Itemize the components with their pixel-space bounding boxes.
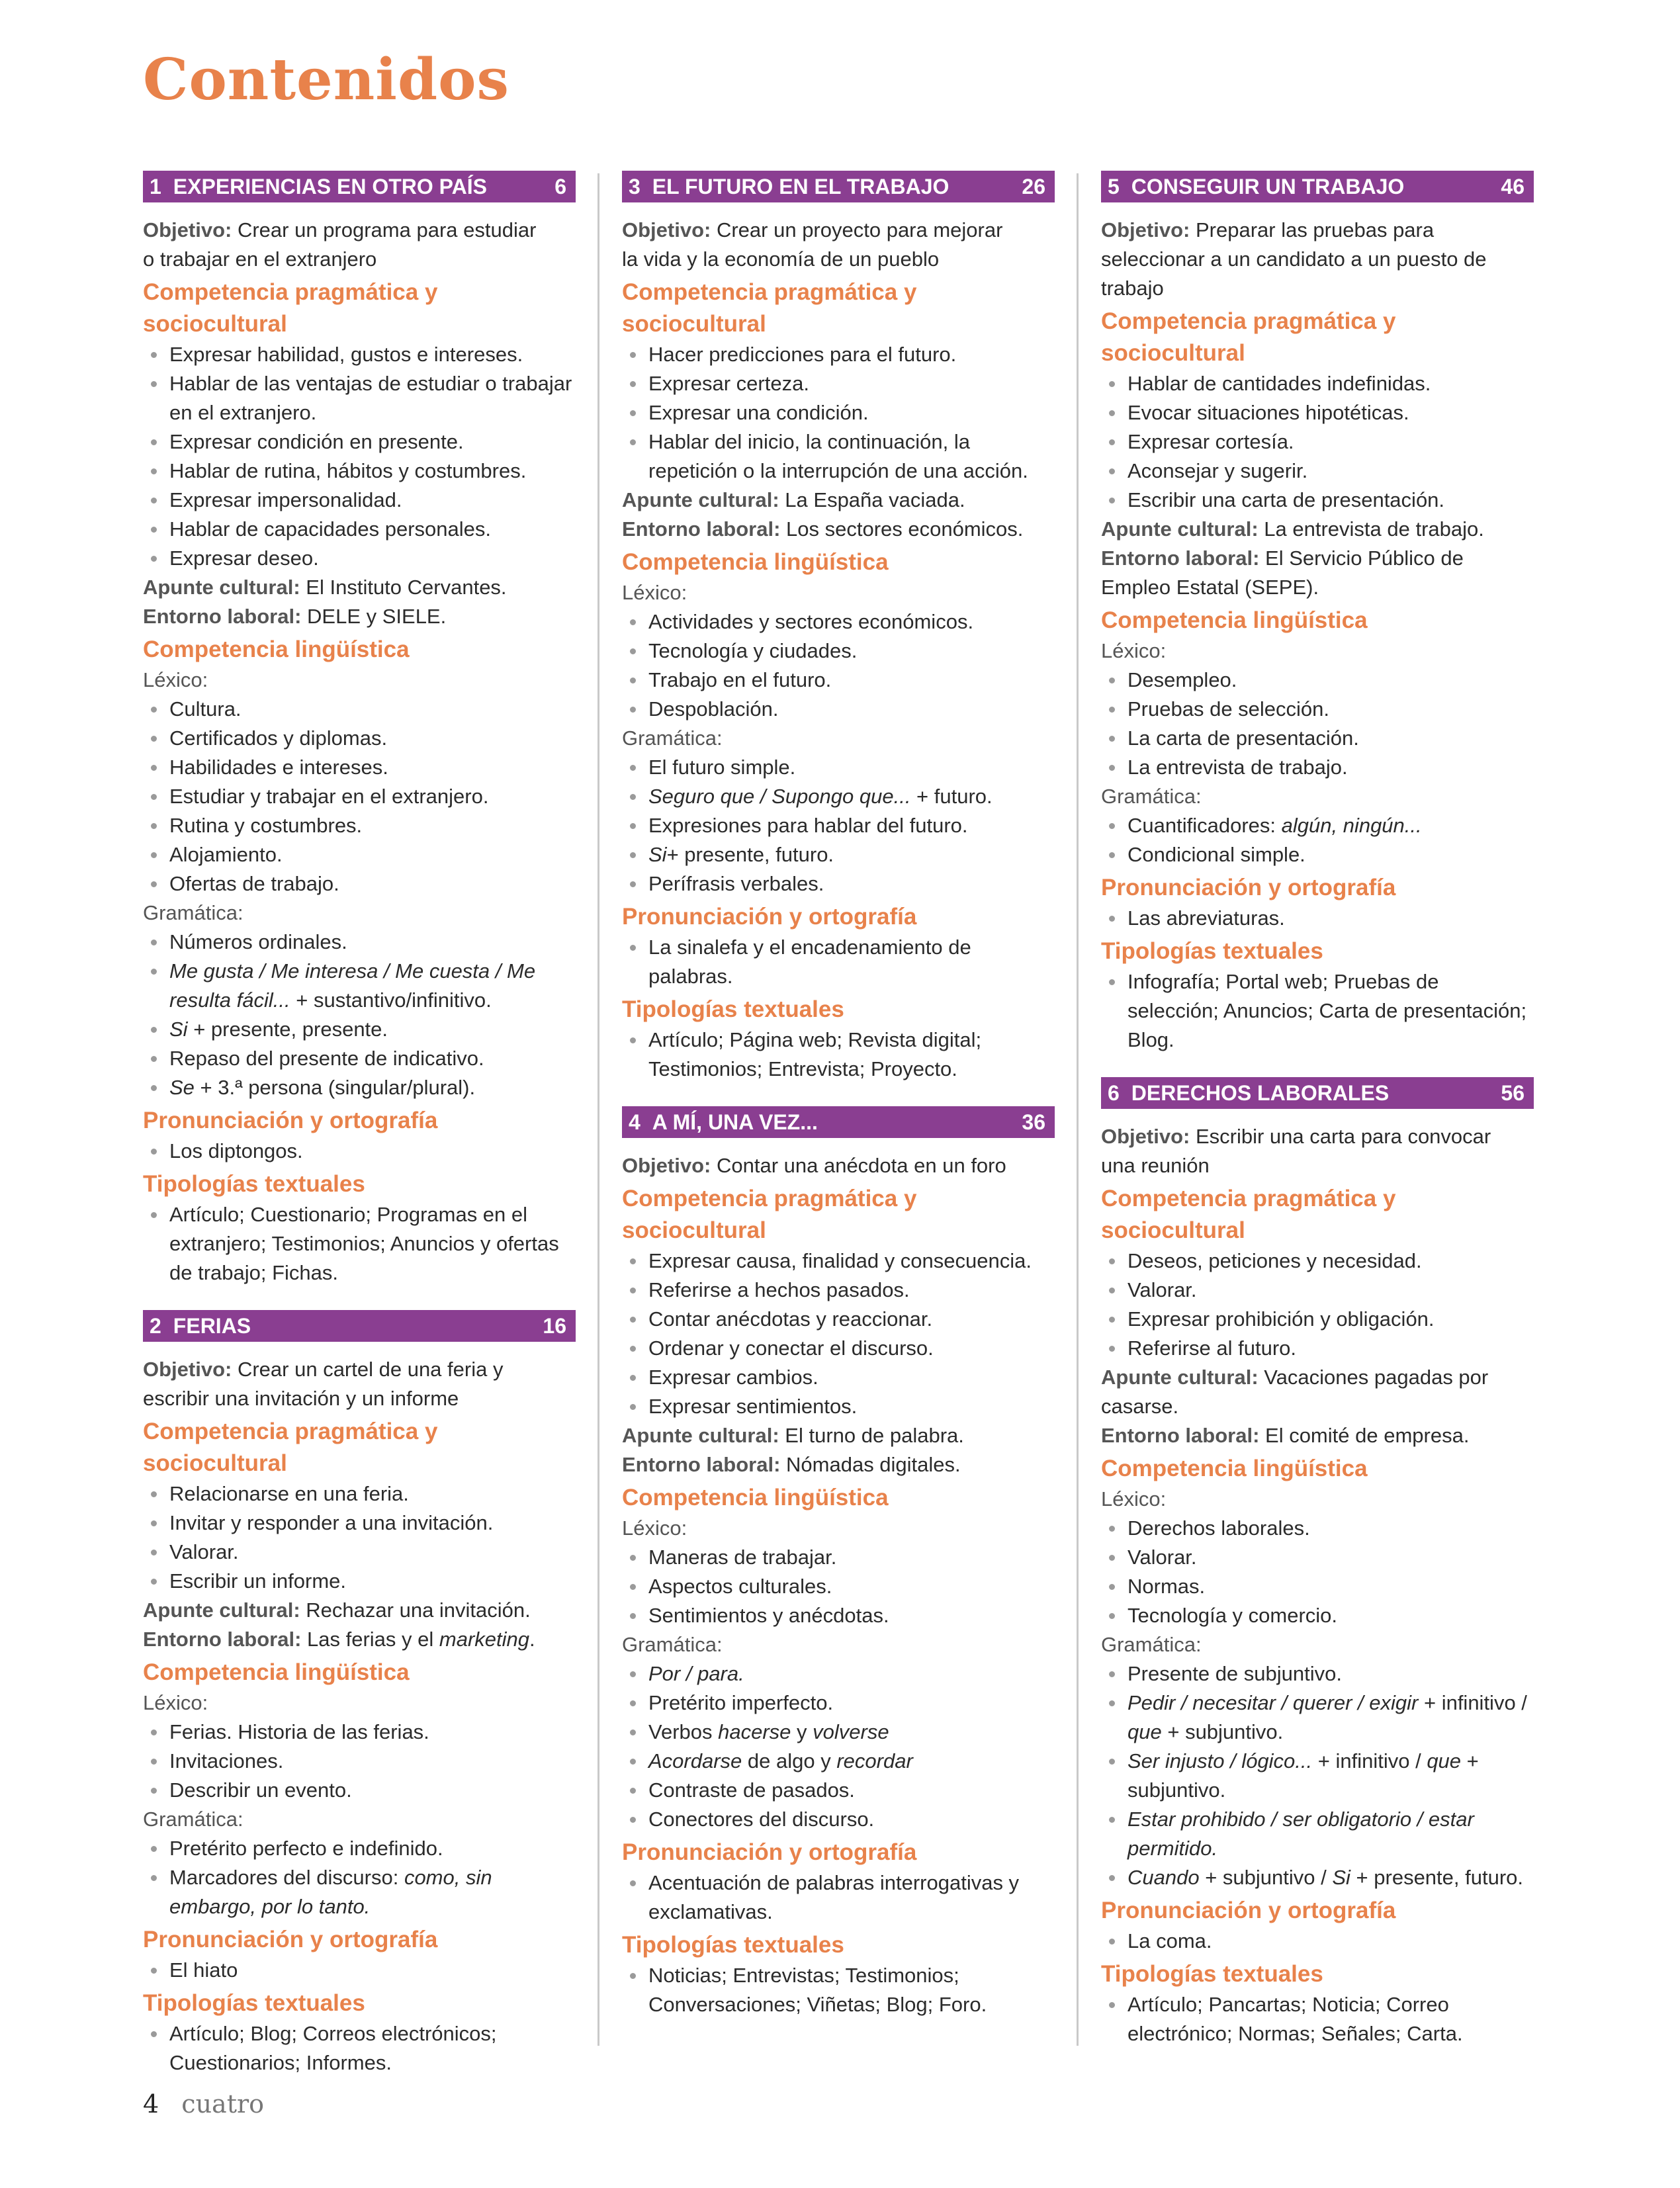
gramatica-item: Contraste de pasados. [622, 1776, 1055, 1805]
objetivo-text: Crear un proyecto para mejorar [716, 218, 1003, 241]
pronunciacion-title: Pronunciación y ortografía [143, 1927, 438, 1952]
pragmatica-item: Referirse a hechos pasados. [622, 1276, 1055, 1305]
apunte-cultural-value: Vacaciones pagadas por casarse. [1101, 1366, 1489, 1418]
unit-1 [143, 171, 576, 1288]
tipologias-title: Tipologías textuales [1101, 1961, 1323, 1987]
gramatica-list [143, 928, 576, 1102]
apunte-cultural-value: Rechazar una invitación. [306, 1598, 531, 1622]
pragmatica-title: Competencia pragmática y sociocultural [622, 279, 917, 337]
objetivo-line [143, 216, 576, 245]
unit-page: 16 [543, 1313, 566, 1338]
tipologias-item: Artículo; Página web; Revista digital; Testimonios; Entrevista; Proyecto. [622, 1026, 1055, 1084]
entorno-laboral [1101, 1421, 1534, 1450]
unit-number: 1 [150, 174, 161, 198]
tipologias-title: Tipologías textuales [1101, 938, 1323, 964]
objetivo-line [622, 1151, 1055, 1180]
apunte-cultural [1101, 1363, 1534, 1421]
entorno-laboral-label: Entorno laboral: [143, 1628, 302, 1651]
objetivo-line [622, 216, 1055, 245]
apunte-cultural [1101, 515, 1534, 544]
apunte-cultural [622, 486, 1055, 515]
pragmatica-title: Competencia pragmática y sociocultural [622, 1186, 917, 1243]
gramatica-list [622, 1659, 1055, 1834]
entorno-laboral [622, 515, 1055, 544]
entorno-laboral-label: Entorno laboral: [622, 1453, 781, 1476]
page-title: Contenidos [143, 46, 509, 113]
lexico-item: Maneras de trabajar. [622, 1543, 1055, 1572]
gramatica-item: Se + 3.ª persona (singular/plural). [143, 1073, 576, 1102]
pragmatica-item: Hablar de rutina, hábitos y costumbres. [143, 457, 576, 486]
objetivo-label: Objetivo: [1101, 218, 1190, 241]
gramatica-item: Por / para. [622, 1659, 1055, 1688]
tipologias-list [622, 1961, 1055, 2019]
pragmatica-item: Expresar una condición. [622, 398, 1055, 427]
pragmatica-item: Expresar cortesía. [1101, 427, 1534, 457]
linguistica-title: Competencia lingüística [1101, 607, 1368, 633]
tipologias-title: Tipologías textuales [622, 996, 844, 1022]
lexico-item: Tecnología y ciudades. [622, 636, 1055, 666]
tipologias-title: Tipologías textuales [143, 1990, 365, 2016]
tipologias-item: Artículo; Pancartas; Noticia; Correo electrónico; Normas; Señales; Carta. [1101, 1990, 1534, 2048]
unit-number: 5 [1108, 174, 1120, 198]
objetivo-line [1101, 216, 1534, 245]
tipologias-item: Noticias; Entrevistas; Testimonios; Conversaciones; Viñetas; Blog; Foro. [622, 1961, 1055, 2019]
gramatica-item: Ser injusto / lógico... + infinitivo / que + subjuntivo. [1101, 1747, 1534, 1805]
gramatica-label: Gramática: [1101, 1633, 1202, 1656]
apunte-cultural-value: El Instituto Cervantes. [306, 576, 507, 599]
tipologias-list [143, 1200, 576, 1288]
unit-header[interactable] [622, 1106, 1055, 1138]
gramatica-item: Si+ presente, futuro. [622, 840, 1055, 869]
gramatica-list [1101, 1659, 1534, 1892]
apunte-cultural-value: La España vaciada. [785, 488, 965, 511]
pragmatica-list [1101, 1247, 1534, 1363]
apunte-cultural [622, 1421, 1055, 1450]
pronunciacion-item: Los diptongos. [143, 1137, 576, 1166]
pronunciacion-title: Pronunciación y ortografía [622, 1839, 917, 1865]
lexico-item: Despoblación. [622, 695, 1055, 724]
unit-title: A MÍ, UNA VEZ... [652, 1110, 818, 1134]
unit-title: FERIAS [173, 1313, 251, 1338]
objetivo-line [622, 245, 1055, 274]
gramatica-item: Cuantificadores: algún, ningún... [1101, 811, 1534, 840]
lexico-item: Valorar. [1101, 1543, 1534, 1572]
gramatica-item: Conectores del discurso. [622, 1805, 1055, 1834]
objetivo-line [1101, 245, 1534, 274]
lexico-item: Rutina y costumbres. [143, 811, 576, 840]
lexico-list [1101, 666, 1534, 782]
pragmatica-item: Hacer predicciones para el futuro. [622, 340, 1055, 369]
pronunciacion-item: La coma. [1101, 1927, 1534, 1956]
gramatica-item: Marcadores del discurso: como, sin embargo, por lo tanto. [143, 1863, 576, 1921]
unit-4 [622, 1106, 1055, 2019]
entorno-laboral [143, 602, 576, 631]
tipologias-item: Artículo; Blog; Correos electrónicos; Cuestionarios; Informes. [143, 2019, 576, 2078]
gramatica-item: Seguro que / Supongo que... + futuro. [622, 782, 1055, 811]
gramatica-item: El futuro simple. [622, 753, 1055, 782]
pronunciacion-item: Acentuación de palabras interrogativas y exclamativas. [622, 1868, 1055, 1927]
tipologias-list [1101, 967, 1534, 1055]
entorno-laboral-label: Entorno laboral: [622, 517, 781, 541]
objetivo-text: trabajo [1101, 277, 1164, 300]
lexico-item: Describir un evento. [143, 1776, 576, 1805]
linguistica-title: Competencia lingüística [1101, 1456, 1368, 1481]
unit-header[interactable] [143, 1310, 576, 1342]
pragmatica-title: Competencia pragmática y sociocultural [143, 1419, 438, 1476]
pragmatica-item: Invitar y responder a una invitación. [143, 1509, 576, 1538]
objetivo-line [1101, 1151, 1534, 1180]
linguistica-title: Competencia lingüística [622, 549, 889, 575]
lexico-item: Invitaciones. [143, 1747, 576, 1776]
lexico-item: Sentimientos y anécdotas. [622, 1601, 1055, 1630]
gramatica-label: Gramática: [622, 726, 723, 750]
unit-number: 2 [150, 1313, 161, 1338]
lexico-item: Pruebas de selección. [1101, 695, 1534, 724]
objetivo-text: Preparar las pruebas para [1195, 218, 1435, 241]
pronunciacion-title: Pronunciación y ortografía [622, 904, 917, 930]
apunte-cultural-value: El turno de palabra. [785, 1424, 964, 1447]
entorno-laboral-value: DELE y SIELE. [307, 605, 447, 628]
gramatica-item: Cuando + subjuntivo / Si + presente, futuro. [1101, 1863, 1534, 1892]
gramatica-item: Repaso del presente de indicativo. [143, 1044, 576, 1073]
pragmatica-item: Expresar prohibición y obligación. [1101, 1305, 1534, 1334]
gramatica-item: Me gusta / Me interesa / Me cuesta / Me resulta fácil... + sustantivo/infinitivo. [143, 957, 576, 1015]
lexico-item: Desempleo. [1101, 666, 1534, 695]
gramatica-item: Perífrasis verbales. [622, 869, 1055, 898]
unit-heading [150, 175, 487, 199]
entorno-laboral [143, 1625, 576, 1654]
objetivo-text: una reunión [1101, 1154, 1210, 1177]
pragmatica-title: Competencia pragmática y sociocultural [1101, 308, 1396, 366]
objetivo-label: Objetivo: [143, 1358, 232, 1381]
pragmatica-item: Hablar de cantidades indefinidas. [1101, 369, 1534, 398]
page-number: 4 [143, 2089, 159, 2119]
entorno-laboral-value: Las ferias y el marketing. [307, 1628, 535, 1651]
pragmatica-item: Aconsejar y sugerir. [1101, 457, 1534, 486]
lexico-item: Normas. [1101, 1572, 1534, 1601]
gramatica-item: Expresiones para hablar del futuro. [622, 811, 1055, 840]
unit-5 [1101, 171, 1534, 1055]
objetivo-line [1101, 1122, 1534, 1151]
lexico-list [622, 607, 1055, 724]
pragmatica-item: Hablar de las ventajas de estudiar o trabajar en el extranjero. [143, 369, 576, 427]
gramatica-item: Pretérito perfecto e indefinido. [143, 1834, 576, 1863]
pragmatica-item: Expresar certeza. [622, 369, 1055, 398]
apunte-cultural-label: Apunte cultural: [143, 576, 300, 599]
lexico-item: Actividades y sectores económicos. [622, 607, 1055, 636]
lexico-item: La carta de presentación. [1101, 724, 1534, 753]
unit-heading [629, 175, 949, 199]
tipologias-item: Artículo; Cuestionario; Programas en el extranjero; Testimonios; Anuncios y ofertas de trabajo; Fichas. [143, 1200, 576, 1288]
linguistica-title: Competencia lingüística [143, 1659, 410, 1685]
entorno-laboral-value: Los sectores económicos. [786, 517, 1024, 541]
gramatica-item: Pedir / necesitar / querer / exigir + infinitivo / que + subjuntivo. [1101, 1688, 1534, 1747]
pragmatica-list [143, 1479, 576, 1596]
unit-page: 36 [1022, 1110, 1045, 1134]
column-divider [1077, 173, 1079, 2046]
pronunciacion-list [143, 1137, 576, 1166]
pragmatica-item: Expresar sentimientos. [622, 1392, 1055, 1421]
lexico-label: Léxico: [1101, 1487, 1167, 1510]
tipologias-list [1101, 1990, 1534, 2048]
pragmatica-list [622, 1247, 1055, 1421]
unit-header[interactable] [143, 171, 576, 202]
apunte-cultural-label: Apunte cultural: [143, 1598, 300, 1622]
lexico-item: Ofertas de trabajo. [143, 869, 576, 898]
lexico-item: Certificados y diplomas. [143, 724, 576, 753]
pragmatica-item: Deseos, peticiones y necesidad. [1101, 1247, 1534, 1276]
unit-header[interactable] [622, 171, 1055, 202]
entorno-laboral-value: Nómadas digitales. [786, 1453, 961, 1476]
pragmatica-item: Expresar cambios. [622, 1363, 1055, 1392]
unit-page: 46 [1501, 174, 1525, 198]
objetivo-line [143, 1355, 576, 1384]
apunte-cultural [143, 1596, 576, 1625]
gramatica-label: Gramática: [143, 901, 243, 924]
page-footer [143, 2089, 264, 2119]
pragmatica-item: Relacionarse en una feria. [143, 1479, 576, 1509]
column-3 [1101, 171, 1534, 2071]
objetivo-text: Contar una anécdota en un foro [716, 1154, 1006, 1177]
lexico-label: Léxico: [622, 1516, 687, 1540]
pronunciacion-list [622, 933, 1055, 991]
objetivo-label: Objetivo: [1101, 1125, 1190, 1148]
pronunciacion-list [622, 1868, 1055, 1927]
entorno-laboral-value: El comité de empresa. [1265, 1424, 1470, 1447]
objetivo-text: escribir una invitación y un informe [143, 1387, 459, 1410]
unit-heading [150, 1314, 251, 1338]
pragmatica-title: Competencia pragmática y sociocultural [143, 279, 438, 337]
pragmatica-list [1101, 369, 1534, 515]
lexico-list [143, 1718, 576, 1805]
unit-page: 6 [554, 174, 566, 198]
unit-heading [629, 1110, 818, 1135]
pragmatica-item: Hablar de capacidades personales. [143, 515, 576, 544]
apunte-cultural [143, 573, 576, 602]
pragmatica-list [622, 340, 1055, 486]
gramatica-item: Pretérito imperfecto. [622, 1688, 1055, 1718]
column-2 [622, 171, 1055, 2042]
lexico-label: Léxico: [143, 668, 208, 691]
unit-number: 6 [1108, 1080, 1120, 1105]
unit-title: EL FUTURO EN EL TRABAJO [652, 174, 950, 198]
pragmatica-item: Expresar causa, finalidad y consecuencia. [622, 1247, 1055, 1276]
apunte-cultural-value: La entrevista de trabajo. [1264, 517, 1484, 541]
lexico-item: Tecnología y comercio. [1101, 1601, 1534, 1630]
page-number-word: cuatro [181, 2089, 265, 2119]
column-1 [143, 171, 576, 2100]
gramatica-item: Estar prohibido / ser obligatorio / estar permitido. [1101, 1805, 1534, 1863]
lexico-label: Léxico: [143, 1691, 208, 1714]
objetivo-text: seleccionar a un candidato a un puesto de [1101, 247, 1487, 271]
pragmatica-item: Hablar del inicio, la continuación, la repetición o la interrupción de una acción. [622, 427, 1055, 486]
apunte-cultural-label: Apunte cultural: [622, 1424, 779, 1447]
objetivo-text: Escribir una carta para convocar [1195, 1125, 1491, 1148]
pragmatica-item: Expresar impersonalidad. [143, 486, 576, 515]
pronunciacion-title: Pronunciación y ortografía [143, 1108, 438, 1133]
unit-2 [143, 1310, 576, 2078]
lexico-item: Cultura. [143, 695, 576, 724]
pragmatica-item: Valorar. [143, 1538, 576, 1567]
gramatica-label: Gramática: [1101, 785, 1202, 808]
pragmatica-item: Valorar. [1101, 1276, 1534, 1305]
unit-heading [1108, 175, 1404, 199]
pronunciacion-item: El hiato [143, 1956, 576, 1985]
lexico-label: Léxico: [622, 581, 687, 604]
objetivo-line [143, 245, 576, 274]
lexico-item: Derechos laborales. [1101, 1514, 1534, 1543]
apunte-cultural-label: Apunte cultural: [1101, 1366, 1259, 1389]
unit-title: CONSEGUIR UN TRABAJO [1131, 174, 1405, 198]
pronunciacion-list [1101, 904, 1534, 933]
objetivo-label: Objetivo: [143, 218, 232, 241]
pragmatica-item: Contar anécdotas y reaccionar. [622, 1305, 1055, 1334]
gramatica-item: Números ordinales. [143, 928, 576, 957]
gramatica-item: Condicional simple. [1101, 840, 1534, 869]
apunte-cultural-label: Apunte cultural: [622, 488, 779, 511]
objetivo-label: Objetivo: [622, 218, 711, 241]
lexico-item: Alojamiento. [143, 840, 576, 869]
unit-title: DERECHOS LABORALES [1131, 1080, 1390, 1105]
objetivo-line [143, 1384, 576, 1413]
pragmatica-item: Ordenar y conectar el discurso. [622, 1334, 1055, 1363]
entorno-laboral-label: Entorno laboral: [143, 605, 302, 628]
pronunciacion-item: La sinalefa y el encadenamiento de palabras. [622, 933, 1055, 991]
pragmatica-item: Referirse al futuro. [1101, 1334, 1534, 1363]
pronunciacion-title: Pronunciación y ortografía [1101, 875, 1396, 900]
entorno-laboral-label: Entorno laboral: [1101, 547, 1260, 570]
lexico-item: Aspectos culturales. [622, 1572, 1055, 1601]
tipologias-list [143, 2019, 576, 2078]
entorno-laboral-label: Entorno laboral: [1101, 1424, 1260, 1447]
pragmatica-item: Expresar deseo. [143, 544, 576, 573]
unit-number: 4 [629, 1110, 641, 1134]
lexico-item: La entrevista de trabajo. [1101, 753, 1534, 782]
unit-number: 3 [629, 174, 641, 198]
lexico-list [1101, 1514, 1534, 1630]
column-divider [597, 173, 599, 2046]
objetivo-label: Objetivo: [622, 1154, 711, 1177]
linguistica-title: Competencia lingüística [143, 636, 410, 662]
unit-title: EXPERIENCIAS EN OTRO PAÍS [173, 174, 487, 198]
pragmatica-item: Evocar situaciones hipotéticas. [1101, 398, 1534, 427]
linguistica-title: Competencia lingüística [622, 1485, 889, 1510]
unit-header[interactable] [1101, 171, 1534, 202]
gramatica-list [1101, 811, 1534, 869]
pragmatica-title: Competencia pragmática y sociocultural [1101, 1186, 1396, 1243]
lexico-item: Estudiar y trabajar en el extranjero. [143, 782, 576, 811]
lexico-list [622, 1543, 1055, 1630]
lexico-item: Habilidades e intereses. [143, 753, 576, 782]
tipologias-title: Tipologías textuales [622, 1932, 844, 1958]
gramatica-item: Acordarse de algo y recordar [622, 1747, 1055, 1776]
pronunciacion-list [1101, 1927, 1534, 1956]
gramatica-label: Gramática: [143, 1808, 243, 1831]
gramatica-list [143, 1834, 576, 1921]
apunte-cultural-label: Apunte cultural: [1101, 517, 1259, 541]
lexico-list [143, 695, 576, 898]
pronunciacion-item: Las abreviaturas. [1101, 904, 1534, 933]
lexico-label: Léxico: [1101, 639, 1167, 662]
gramatica-list [622, 753, 1055, 898]
pronunciacion-title: Pronunciación y ortografía [1101, 1898, 1396, 1923]
lexico-item: Ferias. Historia de las ferias. [143, 1718, 576, 1747]
gramatica-item: Presente de subjuntivo. [1101, 1659, 1534, 1688]
tipologias-list [622, 1026, 1055, 1084]
entorno-laboral-value: El Servicio Público de Empleo Estatal (SEPE). [1101, 547, 1464, 599]
gramatica-label: Gramática: [622, 1633, 723, 1656]
pragmatica-item: Expresar condición en presente. [143, 427, 576, 457]
entorno-laboral [622, 1450, 1055, 1479]
objetivo-text: Crear un programa para estudiar [237, 218, 537, 241]
unit-page: 26 [1022, 174, 1045, 198]
lexico-item: Trabajo en el futuro. [622, 666, 1055, 695]
entorno-laboral [1101, 544, 1534, 602]
pragmatica-item: Escribir un informe. [143, 1567, 576, 1596]
unit-3 [622, 171, 1055, 1084]
tipologias-title: Tipologías textuales [143, 1171, 365, 1197]
objetivo-line [1101, 274, 1534, 303]
unit-heading [1108, 1081, 1389, 1106]
objetivo-text: o trabajar en el extranjero [143, 247, 377, 271]
unit-page: 56 [1501, 1080, 1525, 1105]
gramatica-item: Verbos hacerse y volverse [622, 1718, 1055, 1747]
gramatica-item: Si + presente, presente. [143, 1015, 576, 1044]
objetivo-text: la vida y la economía de un pueblo [622, 247, 940, 271]
unit-6 [1101, 1077, 1534, 2048]
pragmatica-item: Escribir una carta de presentación. [1101, 486, 1534, 515]
tipologias-item: Infografía; Portal web; Pruebas de selección; Anuncios; Carta de presentación; Blog. [1101, 967, 1534, 1055]
pragmatica-list [143, 340, 576, 573]
objetivo-text: Crear un cartel de una feria y [237, 1358, 504, 1381]
pronunciacion-list [143, 1956, 576, 1985]
unit-header[interactable] [1101, 1077, 1534, 1109]
pragmatica-item: Expresar habilidad, gustos e intereses. [143, 340, 576, 369]
